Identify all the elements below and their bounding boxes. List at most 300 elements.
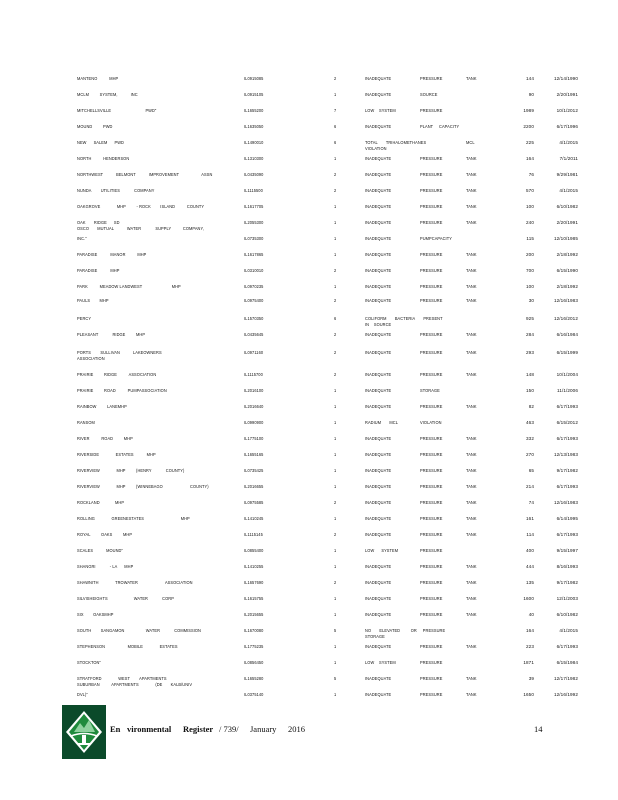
violation-detail: PRESSURE xyxy=(420,644,443,649)
system-name: PRAIRIE ROAD PUMPASSOCIATION xyxy=(77,388,167,393)
violation-type: INADEQUATE xyxy=(365,468,392,473)
table-row xyxy=(0,420,618,434)
table-row xyxy=(0,76,618,90)
system-name: PAULS MHP xyxy=(77,298,109,303)
violation-date: 7/1/2011 xyxy=(559,156,578,161)
violation-count: 1 xyxy=(334,484,337,489)
system-name: OAK RIDGE SD xyxy=(77,220,120,225)
violation-extra: TANK xyxy=(466,404,477,409)
violation-date: 9/29/1981 xyxy=(556,172,578,177)
page-number: 14 xyxy=(534,724,543,734)
violation-type: INADEQUATE xyxy=(365,268,392,273)
violation-count: 1 xyxy=(334,156,337,161)
violation-extra: TANK xyxy=(466,452,477,457)
population-served: 164 xyxy=(526,156,534,161)
table-row xyxy=(0,92,618,106)
violation-detail: PRESSURE xyxy=(420,284,443,289)
system-id: IL1310300 xyxy=(244,156,264,161)
violation-extra: TANK xyxy=(466,284,477,289)
violation-date: 6/15/1990 xyxy=(556,268,578,273)
system-id: IL0915105 xyxy=(244,92,264,97)
system-id: IL0375140 xyxy=(244,692,264,697)
population-served: 570 xyxy=(526,188,534,193)
violation-detail: PRESSURE xyxy=(420,404,443,409)
population-served: 2200 xyxy=(523,124,534,129)
violation-type: INADEQUATE xyxy=(365,452,392,457)
table-row xyxy=(0,484,618,498)
system-id: IL1410245 xyxy=(244,516,264,521)
violation-count: 2 xyxy=(334,268,337,273)
violation-extra: TANK xyxy=(466,532,477,537)
violation-extra: TANK xyxy=(466,564,477,569)
violation-detail: PRESSURE xyxy=(420,500,443,505)
system-name: PERCY xyxy=(77,316,92,321)
violation-type: LOW SYSTEM xyxy=(365,548,399,553)
system-id: IL1410255 xyxy=(244,564,264,569)
table-row xyxy=(0,298,618,312)
system-id: IL1775100 xyxy=(244,436,264,441)
table-row xyxy=(0,284,618,298)
system-name: MITCHELLSVILLE PWD" xyxy=(77,108,157,113)
violation-type: COLIFORM BACTERIA PRESENT xyxy=(365,316,443,321)
violation-count: 1 xyxy=(334,660,337,665)
violation-date: 12/17/1982 xyxy=(554,676,578,681)
system-name: PARK MEADOW LANDWEST MHP xyxy=(77,284,181,289)
system-id: IL1490010 xyxy=(244,140,264,145)
population-served: 135 xyxy=(526,580,534,585)
system-name: PLEASANT RIDGE MHP xyxy=(77,332,146,337)
violation-detail: PRESSURE xyxy=(420,452,443,457)
population-served: 270 xyxy=(526,452,534,457)
table-row xyxy=(0,140,618,154)
violation-date: 6/15/1999 xyxy=(556,350,578,355)
system-name: MOUND PWD xyxy=(77,124,113,129)
system-name: NUNDA UTILITIES COMPANY xyxy=(77,188,155,193)
violation-extra: TANK xyxy=(466,692,477,697)
table-row xyxy=(0,532,618,546)
violation-type: INADEQUATE xyxy=(365,188,392,193)
violation-count: 1 xyxy=(334,404,337,409)
population-served: 144 xyxy=(526,76,534,81)
violation-date: 6/17/1993 xyxy=(556,404,578,409)
violation-extra: TANK xyxy=(466,220,477,225)
violation-extra: TANK xyxy=(466,188,477,193)
violation-count: 1 xyxy=(334,252,337,257)
violation-date: 6/17/1993 xyxy=(556,532,578,537)
system-id: IL0856450 xyxy=(244,660,264,665)
population-served: 30 xyxy=(528,298,534,303)
violation-count: 6 xyxy=(334,124,337,129)
population-served: 114 xyxy=(526,532,534,537)
violation-extra: TANK xyxy=(466,484,477,489)
population-served: 161 xyxy=(526,516,534,521)
system-id: IL0735300 xyxy=(244,236,264,241)
table-row xyxy=(0,188,618,202)
system-name: PARADISE MANOR MHP xyxy=(77,252,147,257)
violation-date: 9/15/1997 xyxy=(556,548,578,553)
violation-date: 10/1/2004 xyxy=(556,372,578,377)
system-id: IL0735425 xyxy=(244,468,264,473)
system-name: RIVER ROAD MHP xyxy=(77,436,133,441)
violation-type: TOTAL TRIHALOMETHANES xyxy=(365,140,427,145)
system-id: IL1617865 xyxy=(244,252,264,257)
violation-count: 2 xyxy=(334,76,337,81)
violation-type: INADEQUATE xyxy=(365,484,392,489)
population-served: 200 xyxy=(526,252,534,257)
system-id: IL1655280 xyxy=(244,676,264,681)
table-row xyxy=(0,436,618,450)
violation-extra: TANK xyxy=(466,612,477,617)
table-row xyxy=(0,388,618,402)
table-row xyxy=(0,452,618,466)
population-served: 225 xyxy=(526,140,534,145)
table-row xyxy=(0,204,618,218)
system-name: ROCKLAND MHP xyxy=(77,500,125,505)
violation-type: INADEQUATE xyxy=(365,204,392,209)
violation-extra: TANK xyxy=(466,580,477,585)
table-row xyxy=(0,108,618,122)
violation-extra: TANK xyxy=(466,596,477,601)
violation-count: 2 xyxy=(334,172,337,177)
violation-type: INADEQUATE xyxy=(365,372,392,377)
violation-count: 1 xyxy=(334,236,337,241)
population-served: 223 xyxy=(526,644,534,649)
violation-count: 1 xyxy=(334,468,337,473)
violation-detail: PRESSURE xyxy=(420,580,443,585)
population-served: 1871 xyxy=(523,660,534,665)
violation-detail: VIOLATION xyxy=(420,420,442,425)
violation-type: INADEQUATE xyxy=(365,220,392,225)
violation-count: 1 xyxy=(334,436,337,441)
violation-detail: PRESSURE xyxy=(420,268,443,273)
violation-extra: TANK xyxy=(466,332,477,337)
table-row xyxy=(0,580,618,594)
violation-type: INADEQUATE xyxy=(365,564,392,569)
system-name: NEW SALEM PWD xyxy=(77,140,124,145)
violation-detail: PRESSURE xyxy=(420,298,443,303)
table-row xyxy=(0,468,618,482)
violation-type: INADEQUATE xyxy=(365,156,392,161)
population-served: 74 xyxy=(528,500,534,505)
violation-type: INADEQUATE xyxy=(365,612,392,617)
violation-detail: PRESSURE xyxy=(420,172,443,177)
violation-count: 7 xyxy=(334,108,337,113)
violation-extra: TANK xyxy=(466,516,477,521)
violation-date: 12/16/1983 xyxy=(554,298,578,303)
system-id: IL1775235 xyxy=(244,644,264,649)
table-row xyxy=(0,548,618,562)
violation-detail: PRESSURE xyxy=(420,532,443,537)
system-id: IL1115500 xyxy=(244,188,263,193)
violation-date: 6/15/2012 xyxy=(556,420,578,425)
violation-extra: TANK xyxy=(466,156,477,161)
violation-date: 6/10/1982 xyxy=(556,204,578,209)
violation-date: 12/16/1992 xyxy=(554,692,578,697)
violation-detail: PRESSURE xyxy=(420,548,443,553)
violation-date: 2/18/1992 xyxy=(556,252,578,257)
system-id: IL1115145 xyxy=(244,532,263,537)
population-served: 82 xyxy=(528,404,534,409)
table-row xyxy=(0,612,618,626)
violation-detail: PRESSURE xyxy=(420,372,443,377)
violation-count: 1 xyxy=(334,452,337,457)
violation-count: 2 xyxy=(334,372,337,377)
violation-type: INADEQUATE xyxy=(365,236,392,241)
population-served: 148 xyxy=(526,372,534,377)
violation-date: 4/1/2015 xyxy=(559,628,578,633)
system-name: ROYAL OAKS MHP xyxy=(77,532,133,537)
violation-count: 1 xyxy=(334,420,337,425)
violation-count: 1 xyxy=(334,516,337,521)
violation-date: 12/14/1990 xyxy=(554,76,578,81)
violation-type-line2: IN SOURCE xyxy=(365,322,392,327)
violation-extra: TANK xyxy=(466,76,477,81)
violation-count: 1 xyxy=(334,204,337,209)
violation-count: 2 xyxy=(334,332,337,337)
violation-extra: TANK xyxy=(466,298,477,303)
table-row xyxy=(0,676,618,690)
violation-extra: TANK xyxy=(466,436,477,441)
violation-detail: PRESSURE xyxy=(420,660,443,665)
violation-date: 9/17/1982 xyxy=(556,468,578,473)
table-row xyxy=(0,500,618,514)
violation-type: INADEQUATE xyxy=(365,252,392,257)
violation-type-line2: STORAGE xyxy=(365,634,385,639)
system-id: IL1115700 xyxy=(244,372,263,377)
violation-count: 2 xyxy=(334,188,337,193)
system-name: MANTENO MHP xyxy=(77,76,119,81)
population-served: 90 xyxy=(528,92,534,97)
violation-detail: STORAGE xyxy=(420,388,440,393)
footer-register: Register xyxy=(183,724,214,734)
violation-type: INADEQUATE xyxy=(365,500,392,505)
table-row xyxy=(0,516,618,530)
table-row xyxy=(0,372,618,386)
violation-date: 11/1/2006 xyxy=(557,388,578,393)
system-name: NORTHWEST BELMONT IMPROVEMENT ASSN xyxy=(77,172,213,177)
violation-detail: PRESSURE xyxy=(420,692,443,697)
table-row xyxy=(0,156,618,170)
violation-type: INADEQUATE xyxy=(365,332,392,337)
violation-type: INADEQUATE xyxy=(365,692,392,697)
violation-date: 6/14/1995 xyxy=(556,516,578,521)
violation-count: 1 xyxy=(334,220,337,225)
violation-detail: PRESSURE xyxy=(420,612,443,617)
violation-count: 1 xyxy=(334,692,337,697)
system-id: IL0310010 xyxy=(244,268,264,273)
population-served: 700 xyxy=(526,268,534,273)
violation-date: 12/10/1985 xyxy=(554,236,578,241)
table-row xyxy=(0,316,618,330)
violation-date: 6/15/1984 xyxy=(556,660,578,665)
violation-date: 6/17/1996 xyxy=(556,124,578,129)
system-name: SHANGRI - LA MHP xyxy=(77,564,134,569)
violation-date: 6/17/1993 xyxy=(556,436,578,441)
violation-date: 12/13/1983 xyxy=(554,452,578,457)
footer-month: January xyxy=(250,724,277,734)
system-id: IL1570350 xyxy=(244,316,264,321)
population-served: 925 xyxy=(526,316,534,321)
violation-type: INADEQUATE xyxy=(365,92,392,97)
violation-type: NO ELEVATED OR PRESSURE xyxy=(365,628,446,633)
violation-count: 5 xyxy=(334,628,337,633)
system-name-line2: OSCO MUTUAL WATER SUPPLY COMPANY, xyxy=(77,226,204,231)
violation-detail: PRESSURE xyxy=(420,188,443,193)
footer-journal-name: vironmental xyxy=(127,724,172,734)
violation-type: INADEQUATE xyxy=(365,404,392,409)
violation-detail: PRESSURE xyxy=(420,204,443,209)
population-served: 1650 xyxy=(523,692,534,697)
violation-detail: PRESSURE xyxy=(420,252,443,257)
system-name: STEPHENSON MOBILE ESTATES xyxy=(77,644,178,649)
system-name: SILVISHEIGHTS WATER CORP xyxy=(77,596,174,601)
system-name: ROLLING GREENESTATES MHP xyxy=(77,516,190,521)
population-served: 100 xyxy=(526,284,534,289)
violation-type: RADIUM MCL xyxy=(365,420,398,425)
population-served: 76 xyxy=(528,172,534,177)
violation-detail: PRESSURE xyxy=(420,332,443,337)
violation-date: 12/1/2003 xyxy=(556,596,578,601)
system-name: RIVERSIDE ESTATES MHP xyxy=(77,452,156,457)
system-name: PARADISE MHP xyxy=(77,268,120,273)
table-row xyxy=(0,628,618,642)
system-name: RANSOM xyxy=(77,420,95,425)
table-row xyxy=(0,332,618,346)
violation-detail: PRESSURE xyxy=(420,564,443,569)
illinois-epa-logo-icon xyxy=(62,705,106,759)
violation-detail: PRESSURE xyxy=(420,468,443,473)
violation-type: INADEQUATE xyxy=(365,580,392,585)
table-row xyxy=(0,660,618,674)
violation-count: 1 xyxy=(334,92,337,97)
system-id: IL0915085 xyxy=(244,76,264,81)
system-name-line2: SUBURBAN APARTMENTS (DE KALB/UNIV xyxy=(77,682,193,687)
population-served: 164 xyxy=(526,628,534,633)
violation-date: 4/1/2015 xyxy=(559,140,578,145)
violation-type: INADEQUATE xyxy=(365,284,392,289)
violation-detail: SOURCE xyxy=(420,92,438,97)
violation-extra: TANK xyxy=(466,500,477,505)
violation-extra: TANK xyxy=(466,676,477,681)
system-id: IL1655200 xyxy=(244,108,264,113)
system-id: IL2055300 xyxy=(244,220,264,225)
violation-count: 2 xyxy=(334,298,337,303)
violation-date: 10/1/2012 xyxy=(556,108,578,113)
violation-date: 2/20/1991 xyxy=(556,92,578,97)
violation-extra: TANK xyxy=(466,252,477,257)
violation-detail: PRESSURE xyxy=(420,156,443,161)
population-served: 214 xyxy=(526,484,534,489)
system-name: STRATFORD WEST APARTMENTS xyxy=(77,676,167,681)
population-served: 1600 xyxy=(523,596,534,601)
system-id: IL1655165 xyxy=(244,452,264,457)
population-served: 444 xyxy=(526,564,534,569)
system-id: IL2016100 xyxy=(244,388,264,393)
system-id: IL0435645 xyxy=(244,332,264,337)
violation-type: INADEQUATE xyxy=(365,124,392,129)
table-row xyxy=(0,268,618,282)
system-name: OAKGROVE MHP - ROCK ISLAND COUNTY xyxy=(77,204,205,209)
population-served: 1989 xyxy=(523,108,534,113)
system-id: IL1635050 xyxy=(244,124,264,129)
violation-count: 1 xyxy=(334,612,337,617)
population-served: 40 xyxy=(528,612,534,617)
system-name: SHAWNITH TROWATER ASSOCIATION xyxy=(77,580,193,585)
system-id: IL2016640 xyxy=(244,404,264,409)
violation-type: INADEQUATE xyxy=(365,676,392,681)
system-name: STOCKTON" xyxy=(77,660,101,665)
violation-date: 6/17/1993 xyxy=(556,484,578,489)
violation-count: 6 xyxy=(334,316,337,321)
system-id: IL0970235 xyxy=(244,284,264,289)
violation-type: LOW SYSTEM xyxy=(365,108,396,113)
violation-detail: PRESSURE xyxy=(420,108,443,113)
system-id: IL1670080 xyxy=(244,628,264,633)
violation-count: 2 xyxy=(334,580,337,585)
system-name: SOUTH SANGAMON WATER COMMISSION xyxy=(77,628,201,633)
violation-type: LOW SYSTEM xyxy=(365,660,396,665)
table-row xyxy=(0,404,618,418)
violation-type: INADEQUATE xyxy=(365,644,392,649)
violation-type: INADEQUATE xyxy=(365,76,392,81)
system-id: IL0990900 xyxy=(244,420,264,425)
violation-count: 1 xyxy=(334,644,337,649)
system-name: MCLM SYSTEM, INC xyxy=(77,92,138,97)
violation-date: 8/16/1993 xyxy=(556,564,578,569)
system-name: RIVERVIEW MHP (WINNEBAGO COUNTY) xyxy=(77,484,209,489)
violation-extra: MCL xyxy=(466,140,475,145)
population-served: 100 xyxy=(526,204,534,209)
violation-count: 2 xyxy=(334,350,337,355)
violation-count: 1 xyxy=(334,596,337,601)
violation-type: INADEQUATE xyxy=(365,596,392,601)
violation-type: INADEQUATE xyxy=(365,516,392,521)
violation-detail: PRESSURE xyxy=(420,596,443,601)
footer-journal-prefix: En xyxy=(110,724,121,734)
system-name-line2: ASSOCIATION xyxy=(77,356,105,361)
population-served: 240 xyxy=(526,220,534,225)
population-served: 284 xyxy=(526,332,534,337)
violation-count: 1 xyxy=(334,284,337,289)
violation-type: INADEQUATE xyxy=(365,436,392,441)
system-name: INC." xyxy=(77,236,87,241)
violation-extra: TANK xyxy=(466,644,477,649)
system-id: IL0975400 xyxy=(244,298,264,303)
violation-date: 9/17/1982 xyxy=(556,580,578,585)
violation-extra: TANK xyxy=(466,468,477,473)
violation-detail: PRESSURE xyxy=(420,676,443,681)
violation-count: 1 xyxy=(334,564,337,569)
footer-issue: / 739/ xyxy=(219,724,239,734)
violation-extra: TANK xyxy=(466,372,477,377)
violation-date: 2/18/1992 xyxy=(556,284,578,289)
violation-detail: PRESSURE xyxy=(420,350,443,355)
system-id: IL2016655 xyxy=(244,484,264,489)
system-name: RIVERVIEW MHP (HENRY COUNTY) xyxy=(77,468,185,473)
population-served: 463 xyxy=(526,420,534,425)
system-name: RAINBOW LANEMHP xyxy=(77,404,127,409)
violation-count: 5 xyxy=(334,676,337,681)
system-id: IL1615755 xyxy=(244,596,264,601)
system-id: IL1617705 xyxy=(244,204,264,209)
population-served: 293 xyxy=(526,350,534,355)
violation-count: 1 xyxy=(334,388,337,393)
violation-type: INADEQUATE xyxy=(365,532,392,537)
page-footer xyxy=(0,700,618,780)
table-row xyxy=(0,220,618,234)
system-id: IL1657690 xyxy=(244,580,264,585)
population-served: 400 xyxy=(526,548,534,553)
